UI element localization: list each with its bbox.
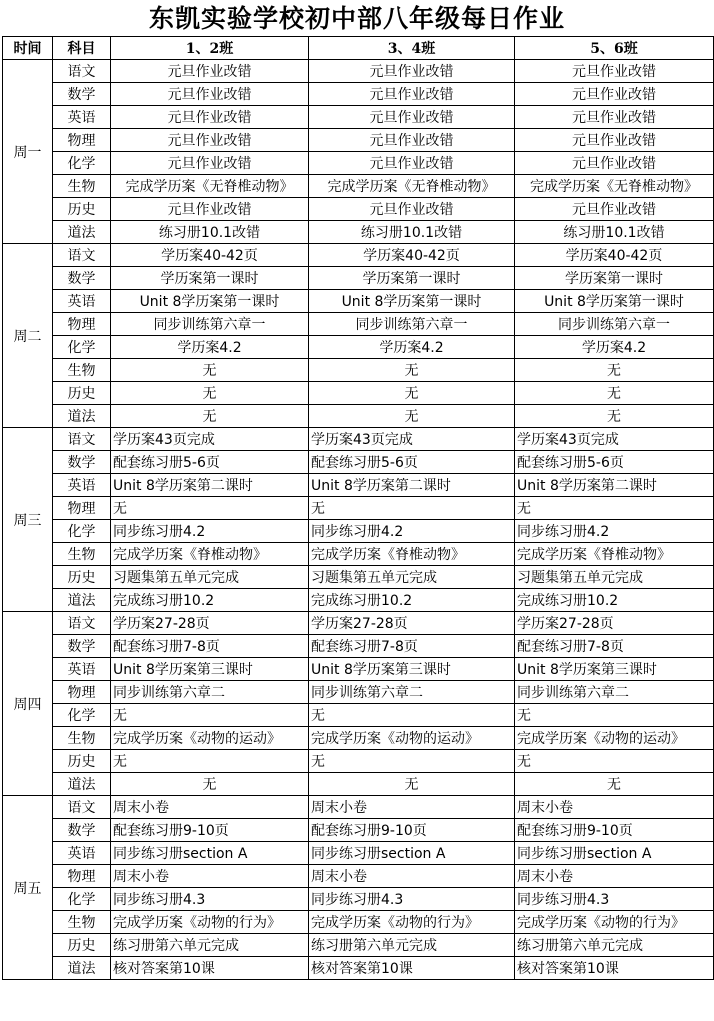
homework-cell: 练习册第六单元完成 bbox=[309, 934, 515, 957]
homework-cell: 同步练习册4.2 bbox=[515, 520, 714, 543]
table-row bbox=[3, 681, 714, 704]
homework-cell: 周末小卷 bbox=[309, 796, 515, 819]
homework-cell: 完成学历案《动物的行为》 bbox=[111, 911, 309, 934]
table-row bbox=[3, 796, 714, 819]
table-row bbox=[3, 290, 714, 313]
homework-cell: 元旦作业改错 bbox=[111, 60, 309, 83]
subject-cell: 历史 bbox=[53, 750, 111, 773]
homework-cell: 元旦作业改错 bbox=[111, 198, 309, 221]
subject-cell: 道法 bbox=[53, 773, 111, 796]
homework-cell: 配套练习册7-8页 bbox=[111, 635, 309, 658]
subject-cell: 数学 bbox=[53, 267, 111, 290]
table-row bbox=[3, 497, 714, 520]
subject-cell: 历史 bbox=[53, 198, 111, 221]
homework-cell: Unit 8学历案第三课时 bbox=[309, 658, 515, 681]
homework-cell: 无 bbox=[309, 704, 515, 727]
table-row bbox=[3, 635, 714, 658]
table-row bbox=[3, 566, 714, 589]
table-row bbox=[3, 428, 714, 451]
subject-cell: 语文 bbox=[53, 796, 111, 819]
homework-cell: 元旦作业改错 bbox=[515, 198, 714, 221]
homework-cell: 配套练习册9-10页 bbox=[515, 819, 714, 842]
table-row bbox=[3, 152, 714, 175]
homework-cell: 元旦作业改错 bbox=[515, 106, 714, 129]
homework-cell: 无 bbox=[515, 359, 714, 382]
homework-cell: 学历案40-42页 bbox=[515, 244, 714, 267]
homework-table bbox=[2, 36, 714, 980]
day-label: 周四 bbox=[3, 612, 53, 796]
homework-cell: 完成练习册10.2 bbox=[515, 589, 714, 612]
table-row bbox=[3, 198, 714, 221]
subject-cell: 英语 bbox=[53, 842, 111, 865]
homework-cell: 无 bbox=[111, 382, 309, 405]
table-row bbox=[3, 129, 714, 152]
subject-cell: 英语 bbox=[53, 658, 111, 681]
subject-cell: 英语 bbox=[53, 290, 111, 313]
table-row bbox=[3, 267, 714, 290]
header-time: 时间 bbox=[3, 37, 53, 60]
homework-cell: 学历案27-28页 bbox=[515, 612, 714, 635]
homework-cell: Unit 8学历案第二课时 bbox=[309, 474, 515, 497]
homework-cell: 核对答案第10课 bbox=[111, 957, 309, 980]
homework-cell: 同步练习册section A bbox=[111, 842, 309, 865]
homework-cell: 无 bbox=[515, 773, 714, 796]
table-row bbox=[3, 658, 714, 681]
subject-cell: 数学 bbox=[53, 83, 111, 106]
subject-cell: 历史 bbox=[53, 934, 111, 957]
homework-cell: 学历案27-28页 bbox=[309, 612, 515, 635]
subject-cell: 化学 bbox=[53, 888, 111, 911]
homework-cell: 同步练习册section A bbox=[309, 842, 515, 865]
homework-cell: 无 bbox=[515, 497, 714, 520]
homework-cell: 学历案27-28页 bbox=[111, 612, 309, 635]
homework-cell: 完成学历案《脊椎动物》 bbox=[309, 543, 515, 566]
table-row bbox=[3, 888, 714, 911]
table-row bbox=[3, 382, 714, 405]
subject-cell: 语文 bbox=[53, 244, 111, 267]
homework-cell: 完成学历案《动物的行为》 bbox=[515, 911, 714, 934]
table-row bbox=[3, 221, 714, 244]
homework-cell: Unit 8学历案第二课时 bbox=[111, 474, 309, 497]
subject-cell: 化学 bbox=[53, 336, 111, 359]
homework-cell: 元旦作业改错 bbox=[111, 152, 309, 175]
table-row bbox=[3, 474, 714, 497]
homework-cell: 周末小卷 bbox=[111, 865, 309, 888]
homework-cell: 无 bbox=[111, 773, 309, 796]
homework-cell: 同步练习册4.3 bbox=[309, 888, 515, 911]
subject-cell: 历史 bbox=[53, 566, 111, 589]
homework-cell: 元旦作业改错 bbox=[111, 83, 309, 106]
homework-cell: 配套练习册7-8页 bbox=[515, 635, 714, 658]
subject-cell: 道法 bbox=[53, 589, 111, 612]
subject-cell: 道法 bbox=[53, 405, 111, 428]
homework-cell: 同步练习册4.2 bbox=[111, 520, 309, 543]
subject-cell: 物理 bbox=[53, 313, 111, 336]
homework-cell: 无 bbox=[515, 750, 714, 773]
homework-cell: 学历案40-42页 bbox=[111, 244, 309, 267]
homework-cell: 习题集第五单元完成 bbox=[515, 566, 714, 589]
homework-cell: 无 bbox=[309, 773, 515, 796]
homework-cell: 元旦作业改错 bbox=[515, 152, 714, 175]
homework-cell: 配套练习册5-6页 bbox=[515, 451, 714, 474]
table-row bbox=[3, 842, 714, 865]
homework-cell: 无 bbox=[515, 405, 714, 428]
homework-cell: 核对答案第10课 bbox=[515, 957, 714, 980]
homework-cell: 元旦作业改错 bbox=[309, 152, 515, 175]
table-row bbox=[3, 750, 714, 773]
homework-cell: 配套练习册9-10页 bbox=[111, 819, 309, 842]
table-row bbox=[3, 543, 714, 566]
table-row bbox=[3, 313, 714, 336]
homework-cell: 同步训练第六章二 bbox=[309, 681, 515, 704]
homework-cell: 同步练习册4.3 bbox=[515, 888, 714, 911]
table-body bbox=[3, 60, 714, 980]
homework-cell: 周末小卷 bbox=[111, 796, 309, 819]
table-row bbox=[3, 589, 714, 612]
table-row bbox=[3, 773, 714, 796]
table-row bbox=[3, 451, 714, 474]
subject-cell: 语文 bbox=[53, 612, 111, 635]
header-row bbox=[3, 37, 714, 60]
homework-cell: 完成学历案《动物的运动》 bbox=[515, 727, 714, 750]
homework-cell: 元旦作业改错 bbox=[515, 60, 714, 83]
homework-cell: 配套练习册5-6页 bbox=[309, 451, 515, 474]
homework-cell: 配套练习册9-10页 bbox=[309, 819, 515, 842]
homework-cell: 完成学历案《动物的运动》 bbox=[309, 727, 515, 750]
homework-cell: Unit 8学历案第二课时 bbox=[515, 474, 714, 497]
table-row bbox=[3, 336, 714, 359]
subject-cell: 化学 bbox=[53, 152, 111, 175]
subject-cell: 语文 bbox=[53, 428, 111, 451]
subject-cell: 生物 bbox=[53, 911, 111, 934]
homework-cell: 习题集第五单元完成 bbox=[309, 566, 515, 589]
homework-cell: 完成学历案《动物的行为》 bbox=[309, 911, 515, 934]
table-row bbox=[3, 244, 714, 267]
homework-cell: 无 bbox=[515, 704, 714, 727]
homework-cell: 无 bbox=[111, 750, 309, 773]
homework-cell: 周末小卷 bbox=[515, 796, 714, 819]
homework-cell: 习题集第五单元完成 bbox=[111, 566, 309, 589]
subject-cell: 化学 bbox=[53, 520, 111, 543]
homework-cell: 学历案4.2 bbox=[309, 336, 515, 359]
table-row bbox=[3, 819, 714, 842]
homework-cell: 同步练习册section A bbox=[515, 842, 714, 865]
homework-cell: 学历案43页完成 bbox=[515, 428, 714, 451]
subject-cell: 历史 bbox=[53, 382, 111, 405]
subject-cell: 英语 bbox=[53, 106, 111, 129]
subject-cell: 物理 bbox=[53, 129, 111, 152]
homework-cell: 元旦作业改错 bbox=[309, 106, 515, 129]
homework-cell: 元旦作业改错 bbox=[309, 83, 515, 106]
table-row bbox=[3, 106, 714, 129]
homework-cell: 学历案43页完成 bbox=[309, 428, 515, 451]
subject-cell: 物理 bbox=[53, 681, 111, 704]
homework-cell: Unit 8学历案第三课时 bbox=[515, 658, 714, 681]
table-row bbox=[3, 934, 714, 957]
table-row bbox=[3, 60, 714, 83]
homework-cell: 完成练习册10.2 bbox=[111, 589, 309, 612]
subject-cell: 化学 bbox=[53, 704, 111, 727]
homework-cell: 练习册10.1改错 bbox=[111, 221, 309, 244]
day-label: 周一 bbox=[3, 60, 53, 244]
homework-cell: 练习册10.1改错 bbox=[515, 221, 714, 244]
homework-cell: 无 bbox=[111, 405, 309, 428]
table-row bbox=[3, 727, 714, 750]
subject-cell: 数学 bbox=[53, 819, 111, 842]
homework-cell: 无 bbox=[515, 382, 714, 405]
homework-cell: 完成学历案《脊椎动物》 bbox=[515, 543, 714, 566]
day-label: 周二 bbox=[3, 244, 53, 428]
homework-cell: 同步训练第六章一 bbox=[309, 313, 515, 336]
homework-cell: 元旦作业改错 bbox=[111, 129, 309, 152]
homework-cell: 完成学历案《动物的运动》 bbox=[111, 727, 309, 750]
homework-cell: 元旦作业改错 bbox=[309, 60, 515, 83]
homework-cell: 元旦作业改错 bbox=[309, 129, 515, 152]
homework-cell: 练习册第六单元完成 bbox=[111, 934, 309, 957]
homework-cell: 周末小卷 bbox=[515, 865, 714, 888]
subject-cell: 生物 bbox=[53, 727, 111, 750]
table-row bbox=[3, 405, 714, 428]
homework-cell: 学历案4.2 bbox=[111, 336, 309, 359]
subject-cell: 物理 bbox=[53, 865, 111, 888]
homework-cell: 学历案第一课时 bbox=[111, 267, 309, 290]
homework-cell: 无 bbox=[309, 750, 515, 773]
homework-cell: 学历案40-42页 bbox=[309, 244, 515, 267]
homework-cell: 无 bbox=[111, 359, 309, 382]
homework-cell: 完成学历案《无脊椎动物》 bbox=[515, 175, 714, 198]
page-title: 东凯实验学校初中部八年级每日作业 bbox=[148, 4, 565, 33]
table-row bbox=[3, 175, 714, 198]
header-class-3-4: 3、4班 bbox=[309, 37, 515, 60]
homework-cell: 练习册第六单元完成 bbox=[515, 934, 714, 957]
homework-cell: 学历案第一课时 bbox=[309, 267, 515, 290]
homework-cell: 同步练习册4.2 bbox=[309, 520, 515, 543]
subject-cell: 英语 bbox=[53, 474, 111, 497]
table-row bbox=[3, 83, 714, 106]
homework-cell: 无 bbox=[309, 359, 515, 382]
homework-cell: 完成练习册10.2 bbox=[309, 589, 515, 612]
table-row bbox=[3, 520, 714, 543]
homework-cell: Unit 8学历案第三课时 bbox=[111, 658, 309, 681]
homework-cell: 周末小卷 bbox=[309, 865, 515, 888]
header-subject: 科目 bbox=[53, 37, 111, 60]
subject-cell: 物理 bbox=[53, 497, 111, 520]
homework-cell: 完成学历案《脊椎动物》 bbox=[111, 543, 309, 566]
subject-cell: 道法 bbox=[53, 957, 111, 980]
table-row bbox=[3, 865, 714, 888]
subject-cell: 数学 bbox=[53, 451, 111, 474]
homework-cell: 学历案第一课时 bbox=[515, 267, 714, 290]
homework-cell: Unit 8学历案第一课时 bbox=[515, 290, 714, 313]
homework-cell: 练习册10.1改错 bbox=[309, 221, 515, 244]
homework-cell: 学历案4.2 bbox=[515, 336, 714, 359]
homework-cell: 配套练习册7-8页 bbox=[309, 635, 515, 658]
header-class-5-6: 5、6班 bbox=[515, 37, 714, 60]
homework-cell: 完成学历案《无脊椎动物》 bbox=[111, 175, 309, 198]
table-row bbox=[3, 359, 714, 382]
homework-cell: 同步训练第六章一 bbox=[111, 313, 309, 336]
homework-cell: 同步练习册4.3 bbox=[111, 888, 309, 911]
homework-cell: 同步训练第六章二 bbox=[111, 681, 309, 704]
homework-cell: 无 bbox=[309, 405, 515, 428]
table-row bbox=[3, 957, 714, 980]
subject-cell: 道法 bbox=[53, 221, 111, 244]
homework-cell: 同步训练第六章二 bbox=[515, 681, 714, 704]
homework-cell: 配套练习册5-6页 bbox=[111, 451, 309, 474]
subject-cell: 语文 bbox=[53, 60, 111, 83]
subject-cell: 生物 bbox=[53, 359, 111, 382]
homework-cell: 同步训练第六章一 bbox=[515, 313, 714, 336]
homework-cell: 元旦作业改错 bbox=[515, 83, 714, 106]
subject-cell: 生物 bbox=[53, 543, 111, 566]
day-label: 周五 bbox=[3, 796, 53, 980]
homework-cell: Unit 8学历案第一课时 bbox=[309, 290, 515, 313]
homework-cell: 无 bbox=[111, 704, 309, 727]
table-row bbox=[3, 704, 714, 727]
header-class-1-2: 1、2班 bbox=[111, 37, 309, 60]
homework-cell: 无 bbox=[309, 497, 515, 520]
homework-cell: 元旦作业改错 bbox=[111, 106, 309, 129]
table-row bbox=[3, 911, 714, 934]
table-row bbox=[3, 612, 714, 635]
homework-cell: 核对答案第10课 bbox=[309, 957, 515, 980]
homework-cell: 无 bbox=[309, 382, 515, 405]
homework-cell: Unit 8学历案第一课时 bbox=[111, 290, 309, 313]
day-label: 周三 bbox=[3, 428, 53, 612]
homework-cell: 元旦作业改错 bbox=[515, 129, 714, 152]
homework-cell: 学历案43页完成 bbox=[111, 428, 309, 451]
homework-cell: 元旦作业改错 bbox=[309, 198, 515, 221]
subject-cell: 数学 bbox=[53, 635, 111, 658]
homework-cell: 无 bbox=[111, 497, 309, 520]
subject-cell: 生物 bbox=[53, 175, 111, 198]
homework-cell: 完成学历案《无脊椎动物》 bbox=[309, 175, 515, 198]
